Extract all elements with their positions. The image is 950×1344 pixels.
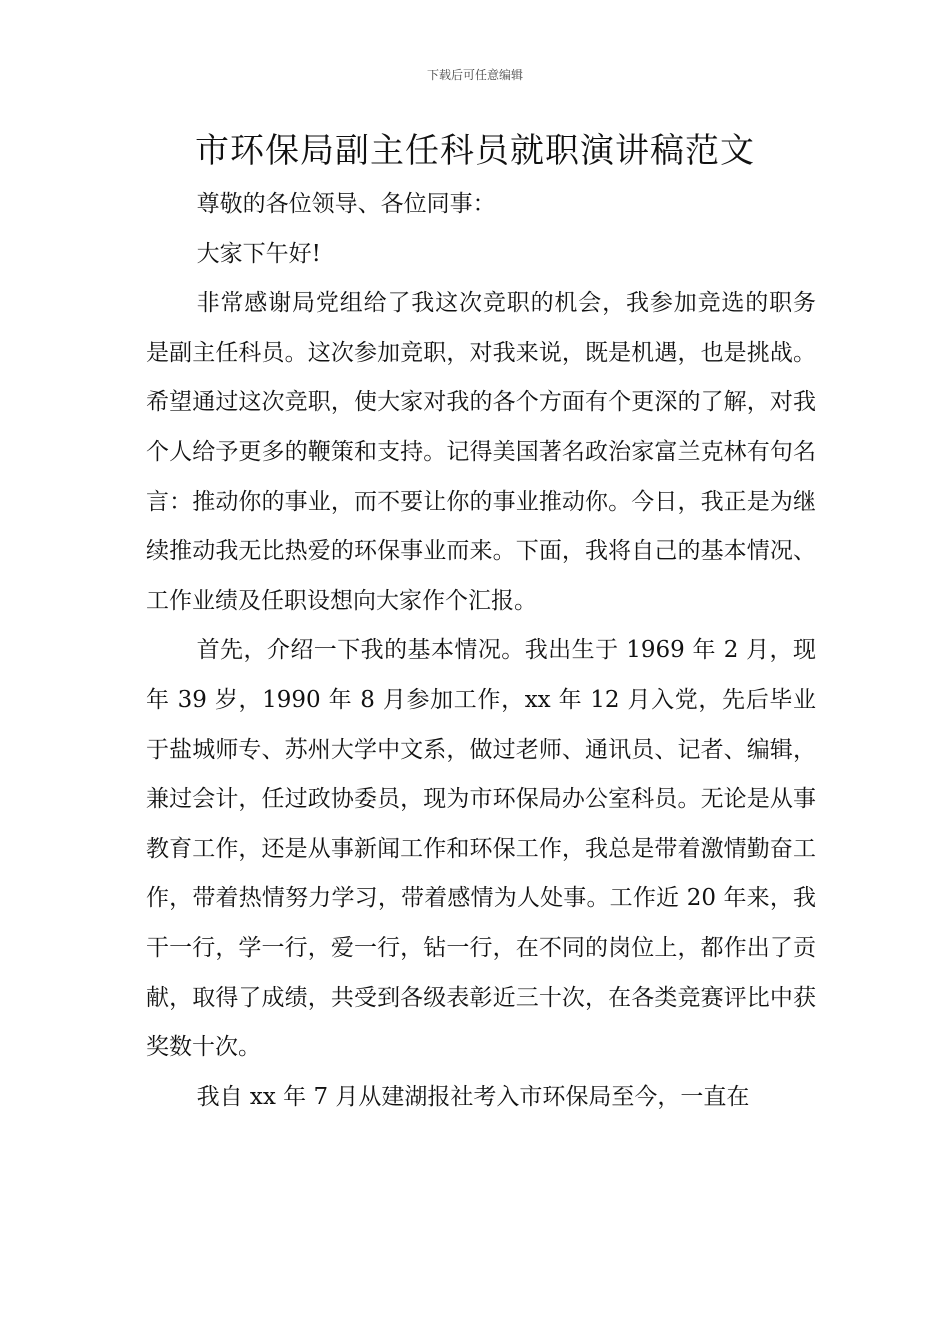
paragraph-work-history: 我自 xx 年 7 月从建湖报社考入市环保局至今，一直在 [196, 1083, 750, 1110]
paragraph-basic-info: 首先，介绍一下我的基本情况。我出生于 1969 年 2 月，现年 39 岁，1990 年 8 月参加工作，xx 年 12 月入党，先后毕业于盐城师专、苏州大学中文系，做过老师、通讯员、记者、编辑，兼过会计，任过政协委员，现为市环保局办公室科员。无论是从事教育工作，还是从事新闻工作和环保工作，我总是带着激情勤奋工作，带着热情努力学习，带着感情为人处事。工作近 20 年来，我干一行，学一行，爱一行，钻一行，在不同的岗位上，都作出了贡献，取得了成绩，共受到各级表彰近三十次，在各类竞赛评比中获奖数十次。 [146, 637, 816, 1061]
paragraph-introduction: 非常感谢局党组给了我这次竞职的机会，我参加竞选的职务是副主任科员。这次参加竞职，对我来说，既是机遇，也是挑战。希望通过这次竞职，使大家对我的各个方面有个更深的了解，对我个人给予更多的鞭策和支持。记得美国著名政治家富兰克林有句名言：推动你的事业，而不要让你的事业推动你。今日，我正是为继续推动我无比热爱的环保事业而来。下面，我将自己的基本情况、工作业绩及任职设想向大家作个汇报。 [146, 290, 816, 614]
salutation: 尊敬的各位领导、各位同事： [196, 191, 496, 217]
document-body [146, 180, 816, 1122]
header-note: 下载后可任意编辑 [426, 68, 523, 82]
greeting: 大家下午好! [196, 240, 321, 267]
document-title: 市环保局副主任科员就职演讲稿范文 [195, 131, 755, 171]
